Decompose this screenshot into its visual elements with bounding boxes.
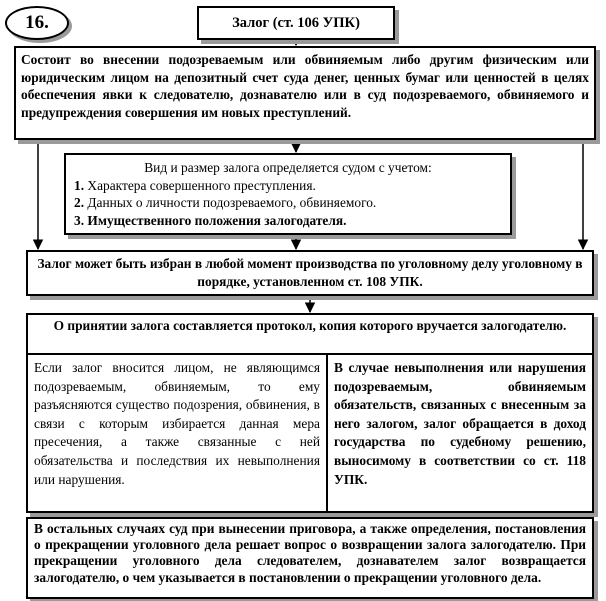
title-box [197,6,395,40]
protocol-heading-text: О принятии залога составляется протокол, копия которого вручается залогодателю. [53,318,567,333]
factor-text: Характера совершенного преступления. [87,177,316,193]
factor-text: Данных о личности подозреваемого, обвиняемого. [87,195,377,210]
title-text: Залог (ст. 106 УПК) [232,14,360,31]
return-of-pledge-box [26,517,594,599]
violation-consequence-column [328,355,592,511]
protocol-heading [28,315,592,355]
factor-item-3 [74,212,502,230]
when-chosen-text: Залог может быть избран в любой момент производства по уголовному делу уголовному в порядке, установленном ст. 108 УПК. [37,256,583,289]
definition-text: Состоит во внесении подозреваемым или обвиняемым либо другим физическим или юридическим лицом на депозитный счет суда денег, ценных бумаг или ценностей в целях обеспечения явки к следователю, дознавателю или в суд подозреваемого, обвиняемого и предупреждения совершения им новых преступлений. [21,52,589,120]
definition-box [14,46,596,140]
third-party-pledger-column [28,355,328,511]
factors-box [64,153,512,235]
violation-consequence-text: В случае невыполнения или нарушения подозреваемым, обвиняемым обязательств, связанных с внесенным за него залогом, залог обращается в доход государства по судебному решению, выносимому в соответствии со ст. 118 УПК. [334,360,586,487]
when-chosen-box [26,250,594,296]
section-number-badge [5,6,69,40]
factor-text: Имущественного положения залогодателя. [87,212,347,228]
factor-number: 2. [74,195,85,210]
return-of-pledge-text: В остальных случаях суд при вынесении приговора, а также определения, постановления о прекращении уголовного дела решает вопрос о возвращении залога залогодателю. При прекращении уголовного дела следователем, дознавателем залог возвращается залогодателю, о чем указывается в постановлении о прекращении уголовного дела. [34,521,586,585]
section-number: 16. [25,12,49,33]
factor-number: 1. [74,177,85,193]
protocol-box [26,313,594,513]
third-party-pledger-text: Если залог вносится лицом, не являющимся подозреваемым, обвиняемым, то ему разъясняются существо подозрения, обвинения, в связи с которым избирается данная мера пресечения, а также связанные с ней обязательства и последствия их невыполнения или нарушения. [34,360,320,487]
factor-number: 3. [74,212,85,228]
factor-item-1 [74,177,502,195]
factors-heading: Вид и размер залога определяется судом с учетом: [144,160,432,175]
factor-item-2 [74,194,502,212]
